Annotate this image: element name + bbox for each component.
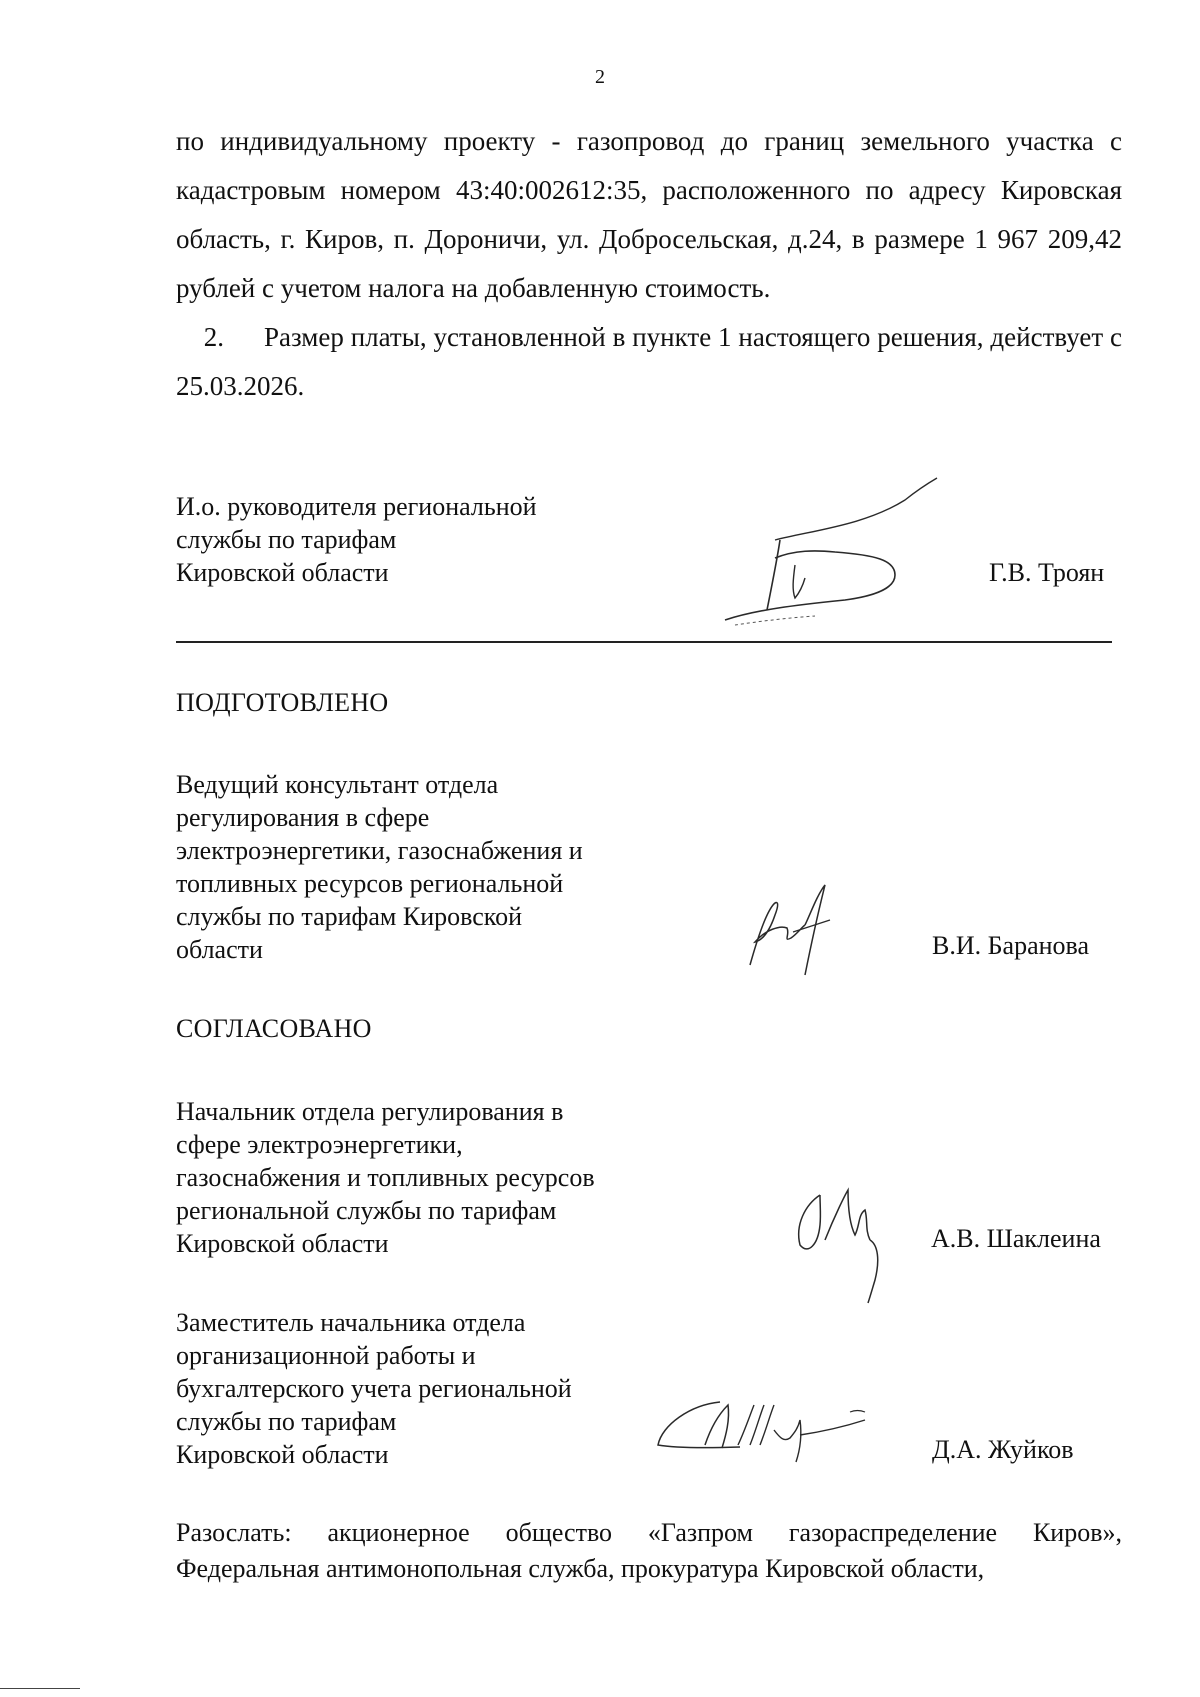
prepared-heading: ПОДГОТОВЛЕНО: [176, 688, 389, 717]
distribution-list: Разослать: акционерное общество «Газпром газораспределение Киров», Федеральная антимонопольная служба, прокуратура Кировской области,: [176, 1518, 1122, 1583]
agreed-position-2: Заместитель начальника отдела организационной работы и бухгалтерского учета региональной службы по тарифам Кировской области: [176, 1308, 572, 1469]
signature-shakleina: [790, 1185, 900, 1305]
page-number: 2: [595, 66, 605, 88]
head-signatory-name: Г.В. Троян: [989, 558, 1105, 587]
separator-line: [176, 641, 1112, 643]
paragraph-number: 2.: [203, 322, 224, 352]
prepared-name: В.И. Баранова: [932, 931, 1090, 960]
signature-zhuykov: [650, 1390, 890, 1470]
agreed-name-2: Д.А. Жуйков: [932, 1435, 1074, 1464]
agreed-name-1: А.В. Шаклеина: [931, 1224, 1101, 1253]
body-paragraph-1: по индивидуальному проекту - газопровод до границ земельного участка с кадастровым номером 43:40:002612:35, расположенного по адресу Кировская область, г. Киров, п. Дороничи, ул. Добросельская, д.24, в размере 1 967 209,42 рублей с учетом налога на добавленную стоимость.: [176, 126, 1122, 303]
signature-baranova: [735, 880, 845, 980]
paragraph-2-text: Размер платы, установленной в пункте 1 настоящего решения, действует с 25.03.2026.: [176, 322, 1122, 401]
signature-troyan: [715, 470, 955, 640]
agreed-position-1: Начальник отдела регулирования в сфере электроэнергетики, газоснабжения и топливных ресурсов региональной службы по тарифам Кировской области: [176, 1097, 595, 1258]
agreed-heading: СОГЛАСОВАНО: [176, 1014, 372, 1043]
body-paragraph-2: [176, 313, 1122, 411]
head-signatory-position: И.о. руководителя региональной службы по тарифам Кировской области: [176, 492, 537, 587]
footnote-line: [0, 1688, 80, 1689]
prepared-position: Ведущий консультант отдела регулирования в сфере электроэнергетики, газоснабжения и топливных ресурсов региональной службы по тарифам Кировской области: [176, 770, 583, 964]
